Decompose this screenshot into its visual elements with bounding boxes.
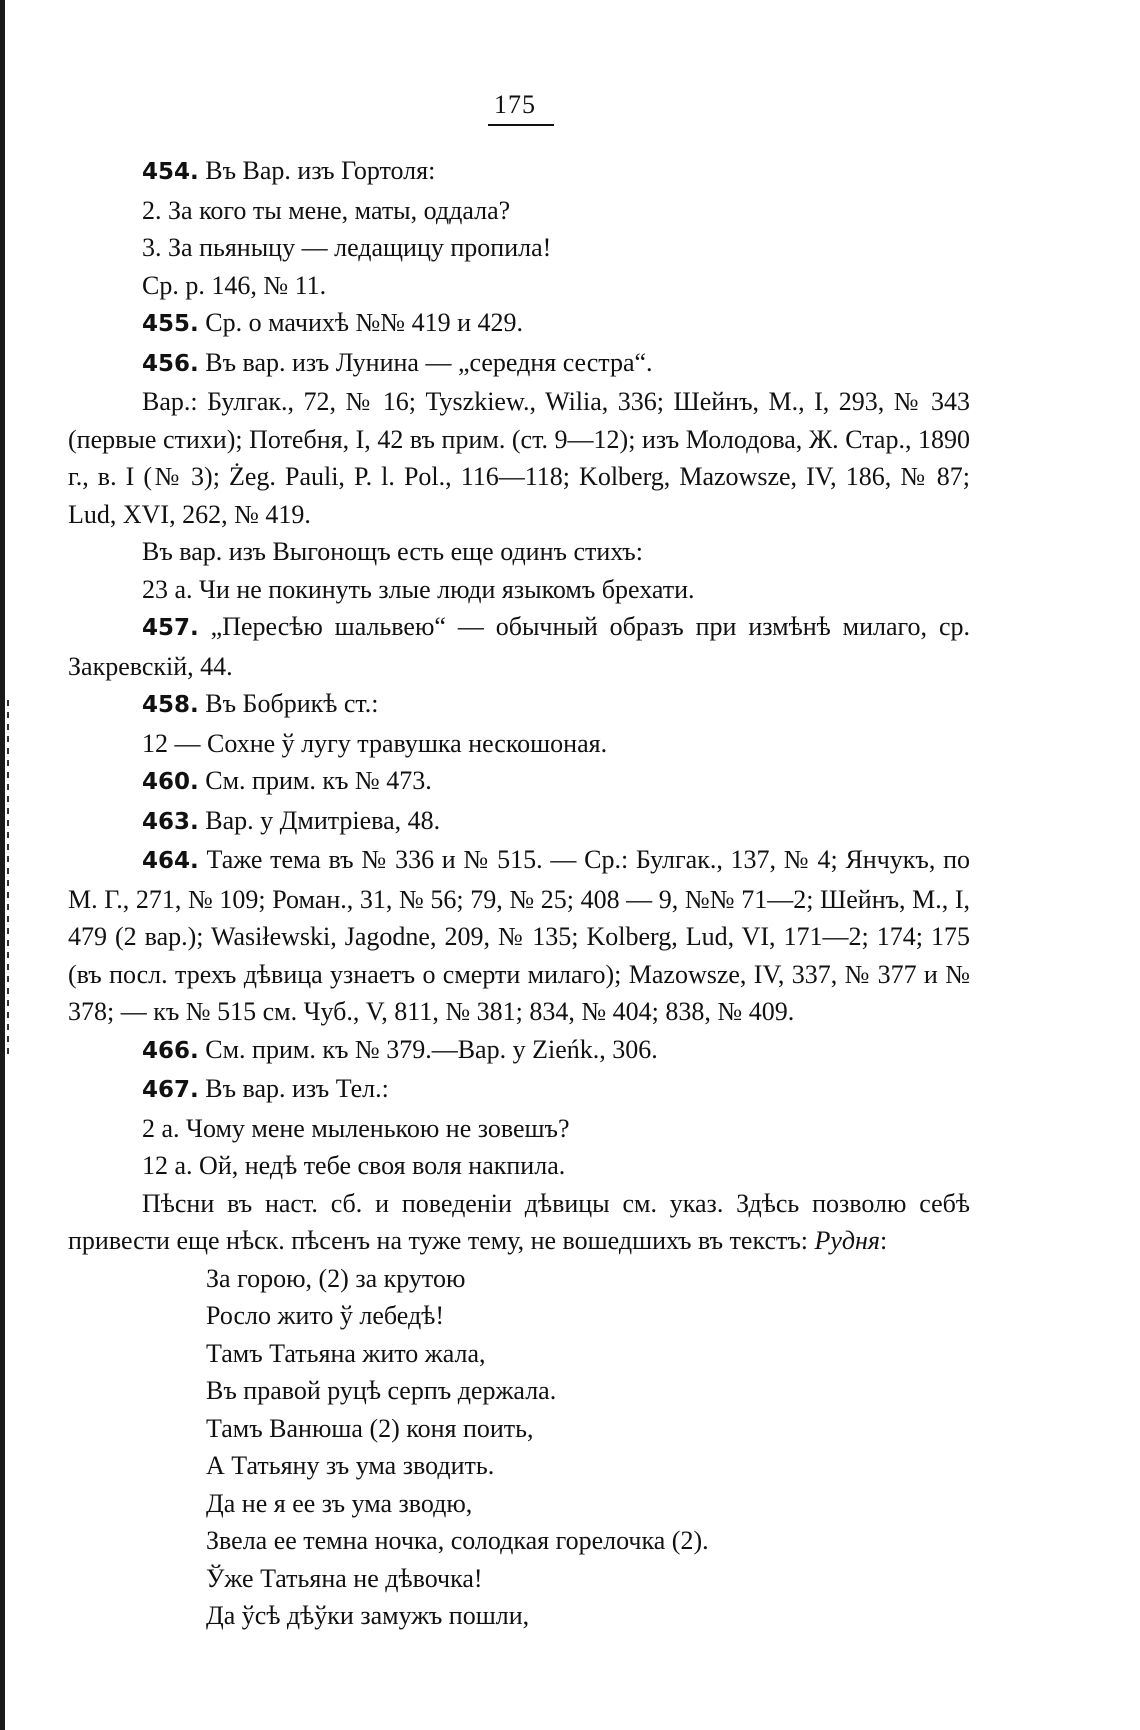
poem-line: Ўже Татьяна не дѣвочка! (206, 1563, 483, 1593)
note-text: Вар. у Дмитріева, 48. (198, 805, 441, 835)
place-name: Рудня (814, 1226, 880, 1255)
page-number-rule (488, 124, 554, 126)
note-number: 467. (142, 1077, 199, 1103)
note-number: 454. (142, 159, 199, 185)
note-number: 456. (142, 350, 199, 377)
poem-line: Росло жито ў лебедѣ! (206, 1301, 444, 1330)
note-460 (68, 762, 970, 802)
note-text: „Пересѣю шальвею“ — обычный образъ при измѣнѣ милаго, ср. Закревскій, 44. (68, 612, 970, 681)
reference-line: Ср. р. 146, № 11. (142, 270, 327, 300)
note-454 (68, 152, 970, 192)
note-455 (68, 304, 970, 344)
note-text: Таже тема въ № 336 и № 515. — Ср.: Булгак., 137, № 4; Янчукъ, по М. Г., 271, № 109; Роман., 31, № 56; 79, № 25; 408 — 9, №№ 71—2; Шейнъ, М., I, 479 (2 вар.); Wasiłewski, Jagodne, 209, № 135; Kolberg, Lud, VI, 171—2; 174; 175 (въ посл. трехъ дѣвица узнаетъ о смерти милаго); Mazowsze, IV, 337, № 377 и № 378; — къ № 515 см. Чуб., V, 811, № 381; 834, № 404; 838, № 409. (68, 845, 970, 1026)
note-number: 457. (142, 615, 199, 641)
note-463 (68, 802, 970, 842)
poem-line: За горою, (2) за крутою (206, 1263, 466, 1293)
note-text: Въ вар. изъ Тел.: (198, 1074, 389, 1103)
note-467 (68, 1070, 970, 1110)
verse-line: 3. За пьяныцу — ледащицу пропила! (142, 233, 552, 262)
note-458 (68, 685, 970, 725)
binding-edge (0, 0, 5, 1730)
note-457 (68, 608, 970, 685)
note-464 (68, 841, 970, 1031)
note-text: Въ Вар. изъ Гортоля: (198, 156, 436, 185)
verse-467b: 12 а. Ой, недѣ тебе своя воля накпила. (142, 1151, 566, 1180)
page-number: 175 (494, 90, 536, 119)
vygon-line: Въ вар. изъ Выгонощъ есть еще одинъ стихъ: (142, 537, 643, 566)
note-number: 458. (142, 692, 199, 718)
vygon-verse: 23 а. Чи не покинуть злые люди языкомъ брехати. (142, 574, 695, 604)
final-paragraph (68, 1185, 970, 1260)
note-number: 460. (142, 769, 199, 795)
note-456 (68, 344, 970, 384)
poem-line: Тамъ Ванюша (2) коня поить, (206, 1413, 534, 1443)
note-number: 463. (142, 808, 199, 835)
note-text: См. прим. къ № 473. (198, 766, 432, 795)
note-number: 466. (142, 1037, 199, 1064)
note-text: Ср. о мачихѣ №№ 419 и 429. (198, 308, 524, 337)
note-number: 455. (142, 311, 199, 337)
poem-line: Звела ее темна ночка, солодкая горелочка (2). (206, 1526, 709, 1555)
final-paragraph-colon: : (880, 1226, 888, 1255)
note-text: Въ вар. изъ Лунина — „середня сестра“. (198, 347, 653, 377)
final-paragraph-text: Пѣсни въ наст. сб. и поведеніи дѣвицы см. указ. Здѣсь позволю себѣ привести еще нѣск. пѣсенъ на туже тему, не вошедшихъ въ текстъ: (68, 1188, 970, 1255)
poem-line: Тамъ Татьяна жито жала, (206, 1338, 486, 1368)
note-466 (68, 1031, 970, 1071)
poem-line: Въ правой руцѣ серпъ держала. (206, 1376, 557, 1405)
note-456-variants: Вар.: Булгак., 72, № 16; Tyszkiew., Wilia, 336; Шейнъ, М., I, 293, № 343 (первые стихи); Потебня, I, 42 въ прим. (ст. 9—12); изъ Молодова, Ж. Стар., 1890 г., в. I (№ 3); Żeg. Pauli, P. l. Pol., 116—118; Kolberg, Mazowsze, IV, 186, № 87; Lud, XVI, 262, № 419. (68, 387, 970, 529)
poem-line: Да не я ее зъ ума зводю, (206, 1488, 473, 1518)
note-text: Въ Бобрикѣ ст.: (198, 689, 379, 718)
page-body (68, 152, 970, 1635)
verse-467a: 2 а. Чому мене мыленькою не зовешъ? (142, 1113, 570, 1143)
note-number: 464. (142, 848, 199, 874)
poem-line: А Татьяну зъ ума зводить. (206, 1451, 495, 1480)
poem-line: Да ўсѣ дѣўки замужъ пошли, (206, 1601, 530, 1630)
verse-458: 12 — Сохне ў лугу травушка нескошоная. (142, 728, 608, 758)
binding-perforation (7, 700, 9, 1060)
note-text: См. прим. къ № 379.—Вар. у Zieńk., 306. (198, 1034, 658, 1064)
verse-line: 2. За кого ты мене, маты, оддала? (142, 195, 511, 225)
poem (68, 1260, 970, 1635)
